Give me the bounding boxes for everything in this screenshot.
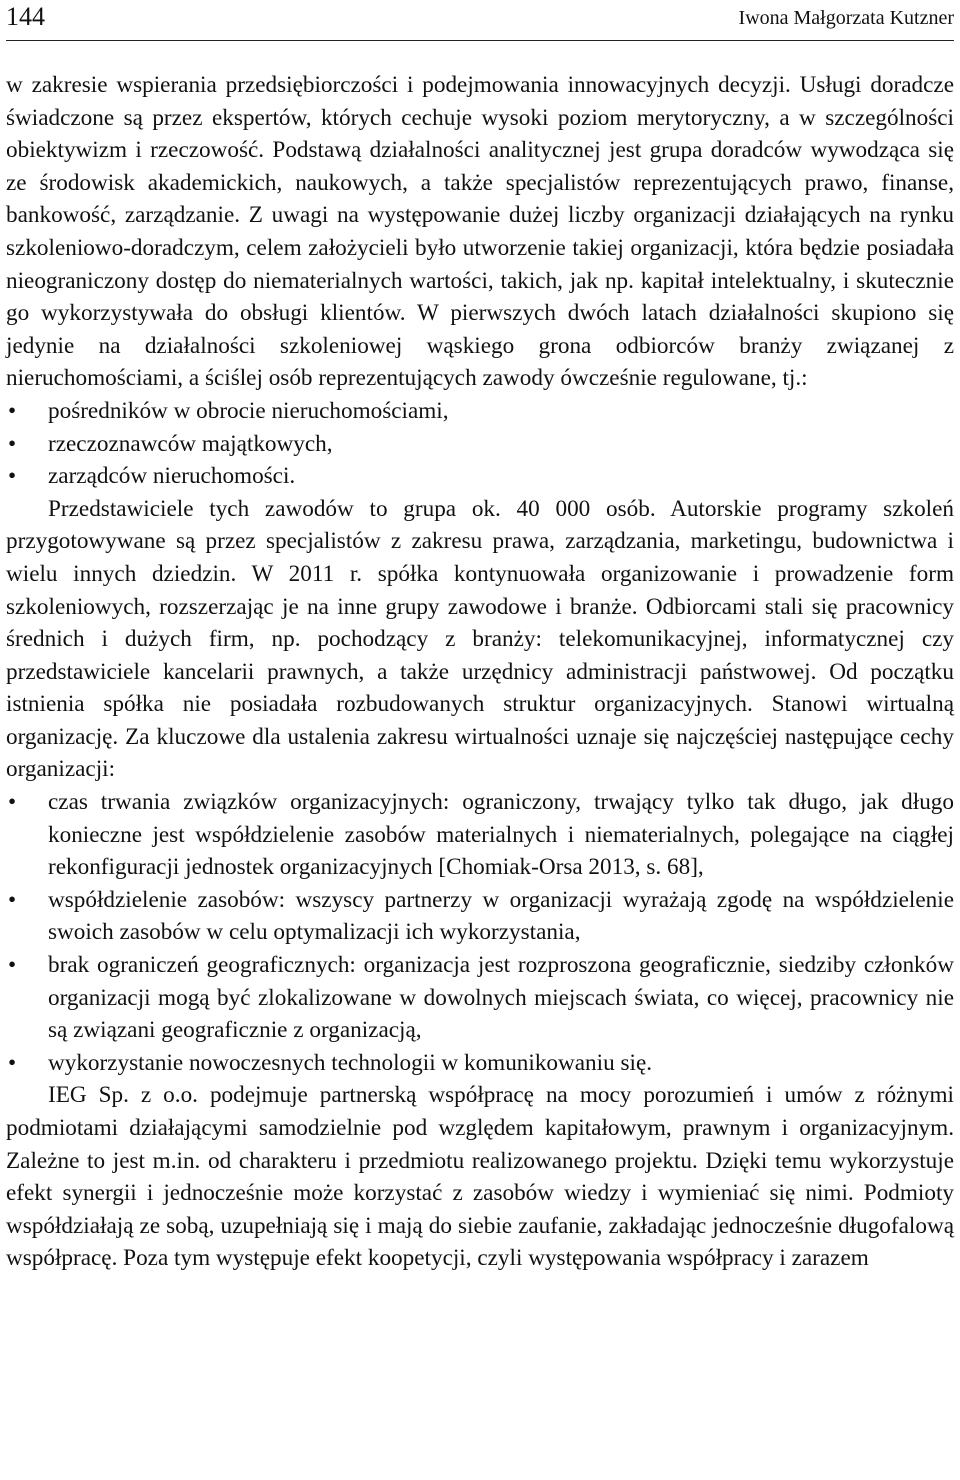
document-page	[6, 0, 954, 1275]
list-item-text: rzeczoznawców majątkowych,	[48, 430, 333, 457]
list-item-text: współdzielenie zasobów: wszyscy partnerzy w organizacji wyrażają zgodę na współdzielenie swoich zasobów w celu optymalizacji ich wykorzystania,	[48, 886, 954, 946]
list-item	[6, 460, 954, 493]
bullet-icon: •	[8, 1049, 17, 1076]
running-header-author: Iwona Małgorzata Kutzner	[738, 7, 954, 29]
list-item	[6, 884, 954, 949]
paragraph: Przedstawiciele tych zawodów to grupa ok. 40 000 osób. Autorskie programy szkoleń przygotowywane są przez specjalistów z zakresu prawa, zarządzania, marketingu, budownictwa i wielu innych dziedzin. W 2011 r. spółka kontynuowała organizowanie i prowadzenie form szkoleniowych, rozszerzając je na inne grupy zawodowe i branże. Odbiorcami stali się pracownicy średnich i dużych firm, np. pochodzący z branży: telekomunikacyjnej, informatycznej czy przedstawiciele kancelarii prawnych, a także urzędnicy administracji państwowej. Od początku istnienia spółka nie posiadała rozbudowanych struktur organizacyjnych. Stanowi wirtualną organizację. Za kluczowe dla ustalenia zakresu wirtualności uznaje się najczęściej następujące cechy organizacji:	[6, 495, 954, 783]
bullet-icon: •	[8, 430, 17, 457]
bullet-icon: •	[8, 789, 17, 816]
list-item	[6, 786, 954, 884]
bullet-icon: •	[8, 952, 17, 979]
paragraph: IEG Sp. z o.o. podejmuje partnerską współpracę na mocy porozumień i umów z różnymi podmiotami działającymi samodzielnie pod względem kapitałowym, prawnym i organizacyjnym. Zależne to jest m.in. od charakteru i przedmiotu realizowanego projektu. Dzięki temu wykorzystuje efekt synergii i jednocześnie może korzystać z zasobów wiedzy i wymieniać się nimi. Podmioty współdziałają ze sobą, uzupełniają się i mają do siebie zaufanie, zakładając jednocześnie długofalową współpracę. Poza tym występuje efekt koopetycji, czyli występowania współpracy i zarazem	[6, 1082, 954, 1272]
list-item-text: czas trwania związków organizacyjnych: ograniczony, trwający tylko tak długo, jak długo konieczne jest współdzielenie zasobów materialnych i niematerialnych, polegające na ciągłej rekonfiguracji jednostek organizacyjnych [Chomiak-Orsa 2013, s. 68],	[48, 789, 954, 881]
paragraph: w zakresie wspierania przedsiębiorczości i podejmowania innowacyjnych decyzji. Usługi doradcze świadczone są przez ekspertów, których cechuje wysoki poziom merytoryczny, a w szczególności obiektywizm i rzeczowość. Podstawą działalności analitycznej jest grupa doradców wywodząca się ze środowisk akademickich, naukowych, a także specjalistów reprezentujących prawo, finanse, bankowość, zarządzanie. Z uwagi na występowanie dużej liczby organizacji działających na rynku szkoleniowo-doradczym, celem założycieli było utworzenie takiej organizacji, która będzie posiadała nieograniczony dostęp do niematerialnych wartości, takich, jak np. kapitał intelektualny, i skutecznie go wykorzystywała do obsługi klientów. W pierwszych dwóch latach działalności skupiono się jedynie na działalności szkoleniowej wąskiego grona odbiorców branży związanej z nieruchomościami, a ściślej osób reprezentujących zawody ówcześnie regulowane, tj.:	[6, 72, 954, 392]
page-number: 144	[6, 2, 45, 31]
bullet-icon: •	[8, 886, 17, 913]
list-item	[6, 949, 954, 1047]
bullet-icon: •	[8, 397, 17, 424]
list-item	[6, 428, 954, 461]
bullet-icon: •	[8, 463, 17, 490]
list-item-text: pośredników w obrocie nieruchomościami,	[48, 397, 449, 424]
list-item	[6, 395, 954, 428]
list-item-text: brak ograniczeń geograficznych: organizacja jest rozproszona geograficznie, siedziby członków organizacji mogą być zlokalizowane w dowolnych miejscach świata, co więcej, pracownicy nie są związani geograficznie z organizacją,	[48, 952, 954, 1044]
list-item	[6, 1047, 954, 1080]
list-item-text: zarządców nieruchomości.	[48, 463, 296, 490]
bullet-list	[6, 786, 954, 1079]
bullet-list	[6, 395, 954, 493]
body-text	[6, 41, 954, 1275]
running-header	[6, 0, 954, 41]
list-item-text: wykorzystanie nowoczesnych technologii w komunikowaniu się.	[48, 1049, 653, 1076]
